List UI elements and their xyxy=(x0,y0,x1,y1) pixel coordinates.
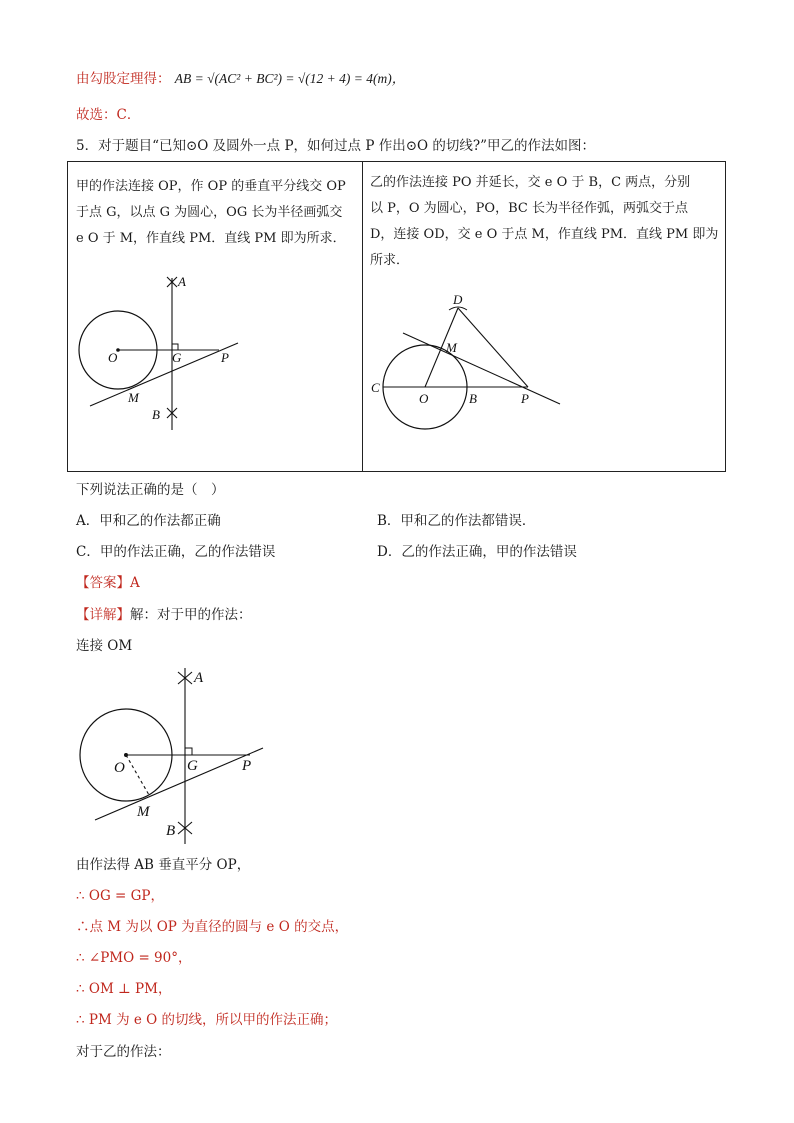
connect-om: 连接 OM xyxy=(76,638,133,654)
last-line: 对于乙的作法： xyxy=(76,1044,171,1060)
label-g: G xyxy=(187,758,198,774)
yi-line-1: 乙的作法连接 PO 并延长，交 e O 于 B，C 两点，分别 xyxy=(370,175,691,190)
label-a: A xyxy=(178,274,186,289)
answer: 【答案】A xyxy=(76,575,140,591)
tangent-pm xyxy=(95,748,263,820)
label-p: P xyxy=(521,391,529,406)
prompt: 下列说法正确的是（ ） xyxy=(76,482,225,498)
option-b: B．甲和乙的作法都错误． xyxy=(377,513,536,529)
label-g: G xyxy=(172,350,182,365)
option-a: A．甲和乙的作法都正确 xyxy=(76,513,221,529)
label-b: B xyxy=(166,823,176,839)
step-1: 由作法得 AB 垂直平分 OP， xyxy=(76,857,251,873)
yi-line-3: D，连接 OD，交 e O 于点 M，作直线 PM．直线 PM 即为 xyxy=(370,227,719,242)
figure-jia xyxy=(68,262,362,462)
label-m: M xyxy=(446,340,457,355)
detail-line xyxy=(76,606,252,624)
label-b: B xyxy=(152,407,160,422)
method-yi-text xyxy=(370,170,720,274)
yi-line-4: 所求． xyxy=(370,253,410,268)
label-m: M xyxy=(137,804,150,820)
segment-om-dashed xyxy=(126,755,149,795)
label-p: P xyxy=(221,350,229,365)
jia-line-1: 甲的作法连接 OP，作 OP 的垂直平分线交 OP xyxy=(76,179,346,194)
label-a: A xyxy=(194,670,204,686)
detail-text: 解：对于甲的作法： xyxy=(130,607,252,623)
pythagoras-formula: AB = √(AC² + BC²) = √(12 + 4) = 4(m)， xyxy=(174,71,406,86)
right-angle-mark xyxy=(185,748,192,755)
label-d: D xyxy=(453,292,463,307)
label-p: P xyxy=(242,758,252,774)
pythagoras-prefix: 由勾股定理得： xyxy=(76,71,171,87)
yi-line-2: 以 P，O 为圆心，PO，BC 长为半径作弧，两弧交于点 xyxy=(370,201,688,216)
label-o: O xyxy=(419,391,429,406)
step-3: ∴点 M 为以 OP 为直径的圆与 e O 的交点， xyxy=(76,919,349,935)
detail-tag: 【详解】 xyxy=(76,607,130,623)
jia-line-2: 于点 G，以点 G 为圆心，OG 长为半径画弧交 xyxy=(76,205,343,220)
pythagoras-line xyxy=(76,70,405,88)
question-5: 5．对于题目“已知⊙O 及圆外一点 P，如何过点 P 作出⊙O 的切线?”甲乙的作法如图： xyxy=(76,138,596,154)
segment-dp xyxy=(458,308,528,387)
label-c: C xyxy=(371,380,380,395)
method-table xyxy=(67,161,726,472)
step-4: ∴ ∠PMO = 90°， xyxy=(76,950,192,966)
figure-solution xyxy=(70,660,280,850)
label-m: M xyxy=(128,390,139,405)
step-6: ∴ PM 为 e O 的切线，所以甲的作法正确； xyxy=(76,1012,338,1028)
option-c: C．甲的作法正确，乙的作法错误 xyxy=(76,544,276,560)
option-d: D．乙的作法正确，甲的作法错误 xyxy=(377,544,577,560)
step-2: ∴ OG = GP， xyxy=(76,888,164,904)
jia-line-3: e O 于 M，作直线 PM．直线 PM 即为所求． xyxy=(76,231,346,246)
figure-yi xyxy=(363,290,725,470)
label-o: O xyxy=(108,350,118,365)
choice-line: 故选：C． xyxy=(76,107,141,123)
step-5: ∴ OM ⊥ PM， xyxy=(76,981,172,997)
label-o: O xyxy=(114,760,125,776)
center-dot xyxy=(124,753,128,757)
method-jia-text xyxy=(76,174,356,252)
label-b: B xyxy=(469,391,477,406)
